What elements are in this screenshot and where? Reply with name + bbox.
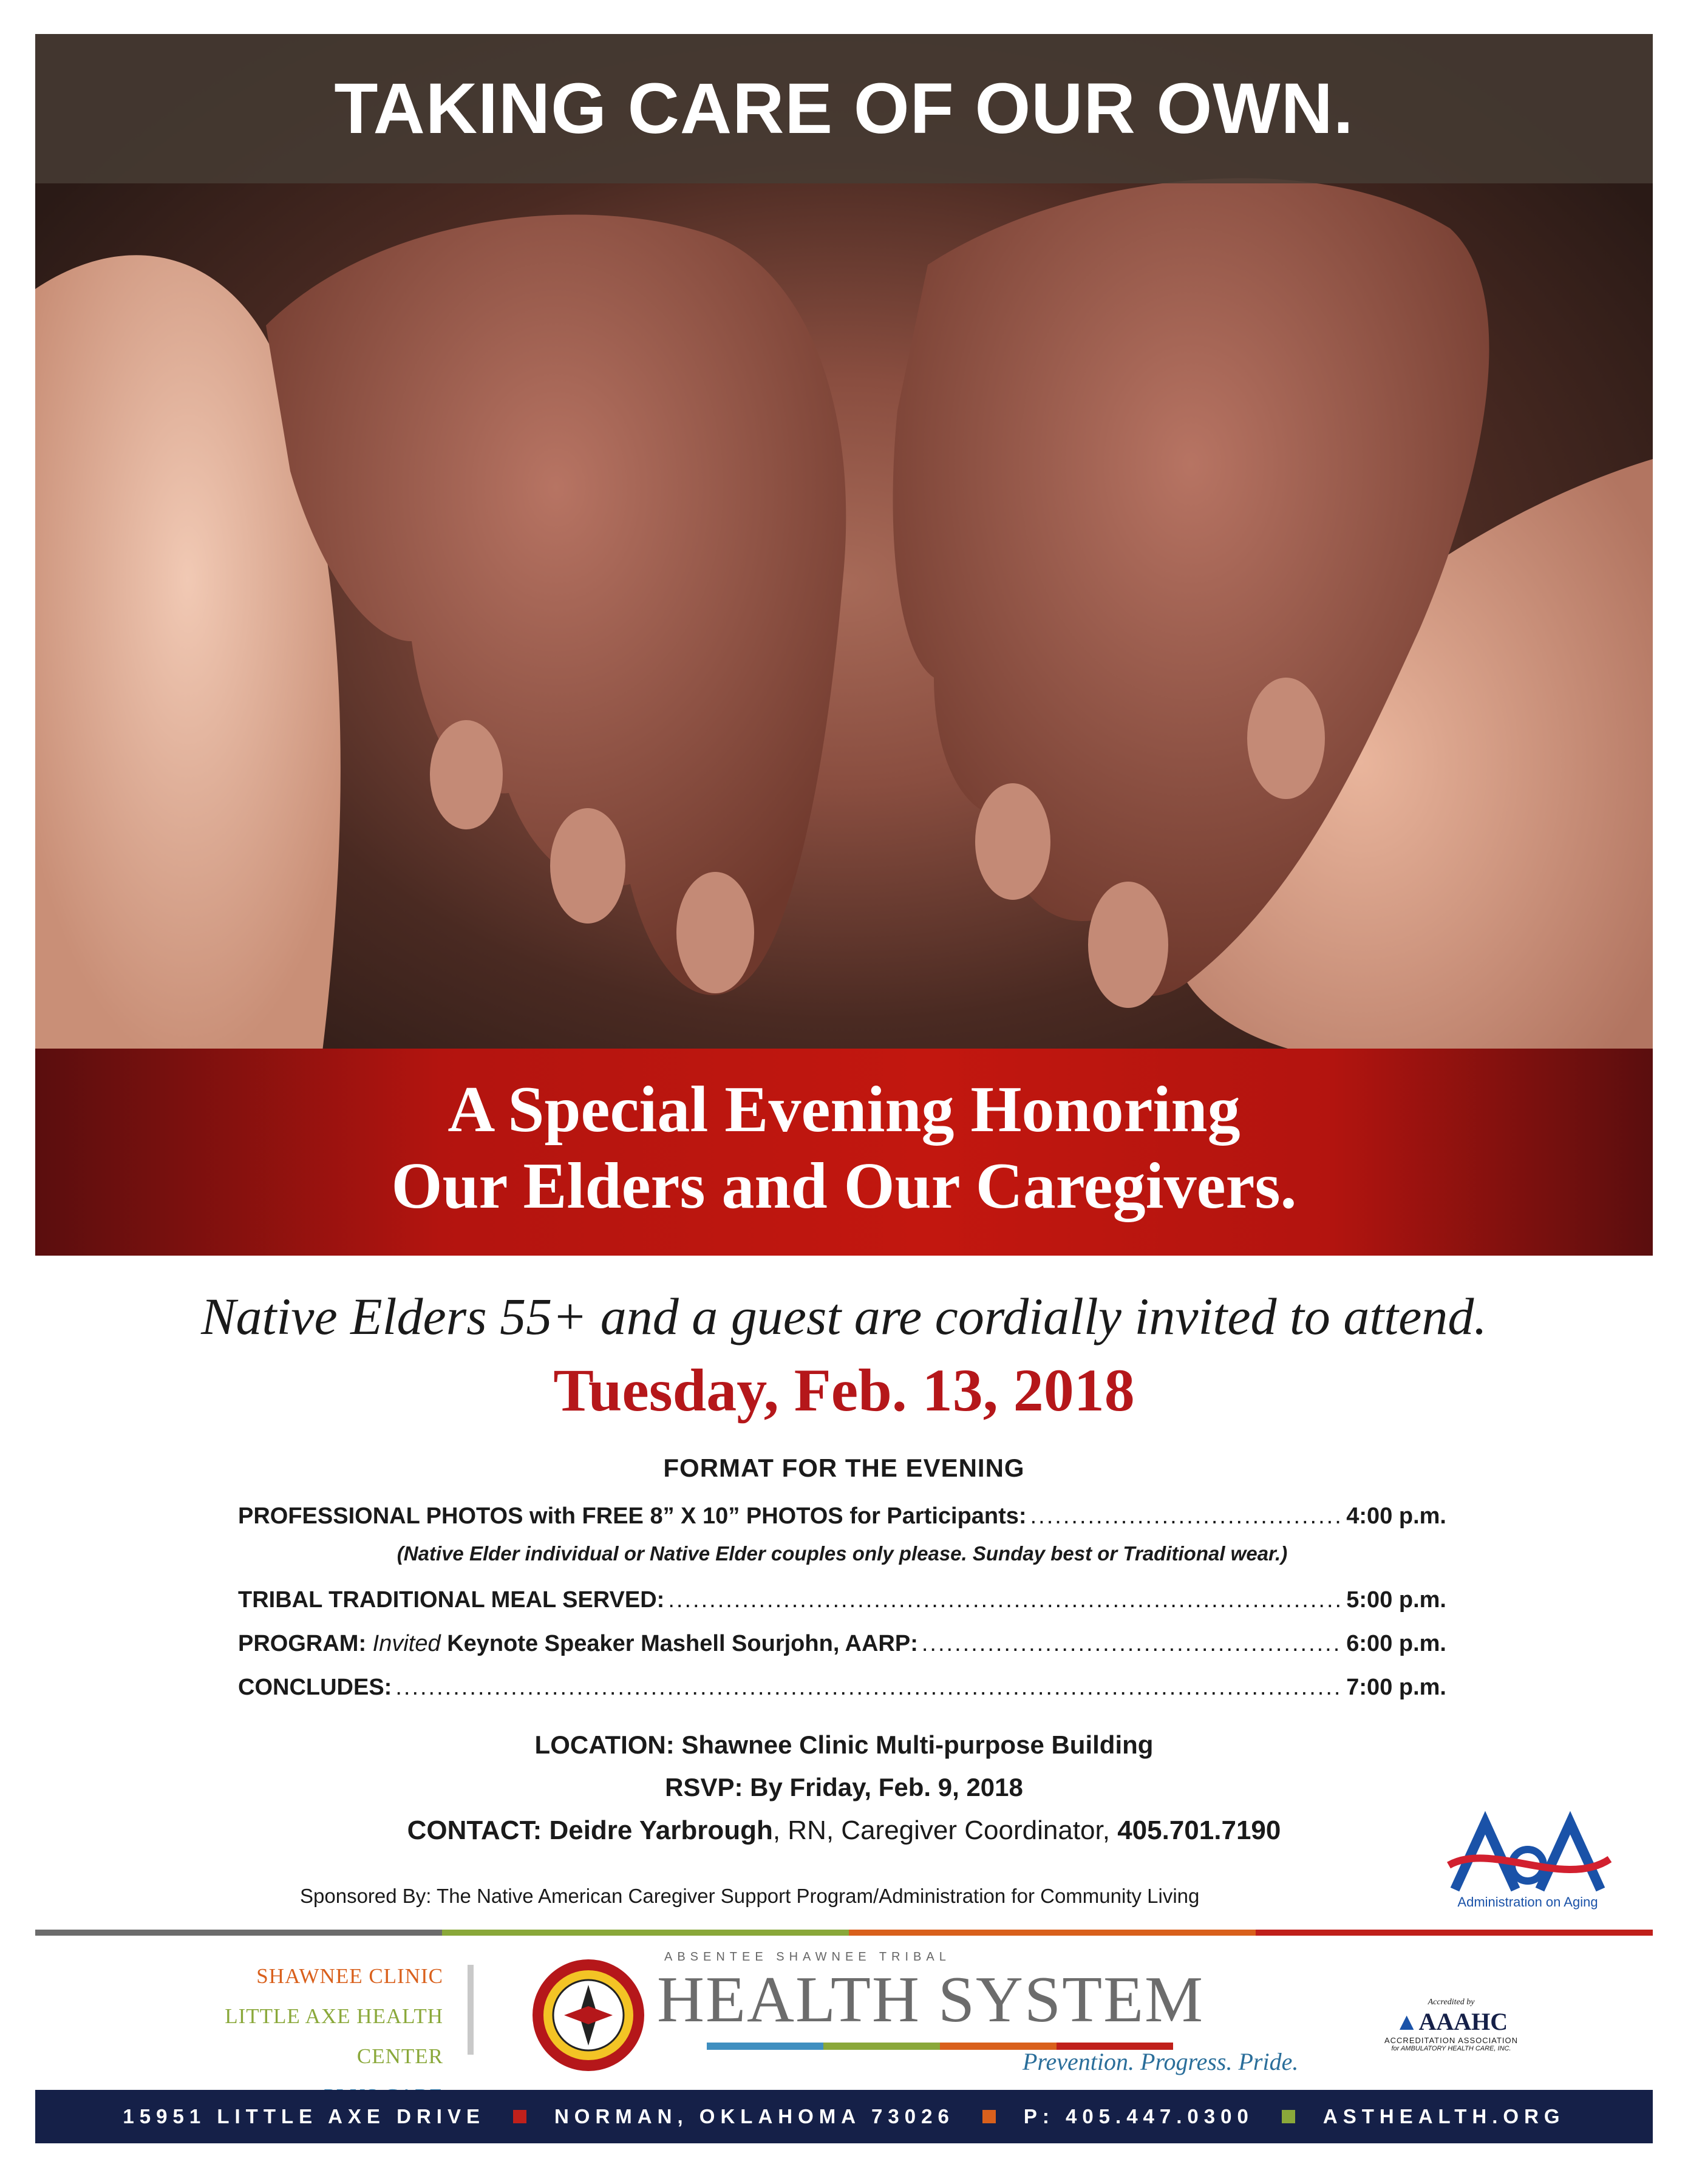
schedule-time: 7:00 p.m. [1346,1675,1446,1700]
hs-tribal-label: ABSENTEE SHAWNEE TRIBAL [664,1950,951,1964]
aaahc-name [1360,2007,1542,2036]
schedule-time: 6:00 p.m. [1346,1631,1446,1656]
location-line [0,1730,1688,1760]
contact-label: CONTACT: [407,1815,542,1845]
footer-bar [35,2090,1653,2143]
hs-bar-green [823,2043,940,2050]
photo-note: (Native Elder individual or Native Elder couples only please. Sunday best or Traditional wear.) [396,1542,1288,1565]
clinic-little-axe: LITTLE AXE HEALTH CENTER [225,2004,443,2068]
headline-line-1: A Special Evening Honoring [448,1073,1240,1146]
sponsor-text: Sponsored By: The Native American Caregiver Support Program/Administration for Community Living [300,1885,1200,1907]
contact-role: , RN, Caregiver Coordinator, [772,1815,1118,1845]
aaahc-name-text: AAAHC [1418,2008,1508,2035]
invitation-text: Native Elders 55+ and a guest are cordially invited to attend. [201,1287,1487,1345]
schedule-item [238,1631,1446,1657]
leader-dots [668,1587,1343,1613]
hs-name: HEALTH SYSTEM [657,1964,1205,2036]
rsvp-line [0,1773,1688,1802]
aaahc-line2: for AMBULATORY HEALTH CARE, INC. [1391,2045,1511,2052]
schedule-item [238,1675,1446,1701]
contact-name: Deidre Yarbrough [549,1815,773,1845]
footer-address: 15951 LITTLE AXE DRIVE [123,2105,485,2128]
leader-dots [395,1675,1343,1701]
aaahc-triangle-icon: ▲ [1394,2008,1419,2035]
contact-phone[interactable]: 405.701.7190 [1117,1815,1281,1845]
format-title: FORMAT FOR THE EVENING [663,1454,1025,1482]
clinic-divider [468,1965,474,2055]
aoa-logo-text: AoA [1527,1877,1528,1878]
schedule-item [238,1503,1446,1529]
banner-title: TAKING CARE OF OUR OWN. [334,69,1354,149]
schedule-time: 4:00 p.m. [1346,1503,1446,1529]
leader-dots [1030,1503,1343,1529]
stripe-gray [35,1930,442,1936]
schedule-item [238,1587,1446,1613]
program-suffix: Keynote Speaker Mashell Sourjohn, AARP: [447,1631,918,1656]
square-red-icon [513,2110,526,2123]
event-date: Tuesday, Feb. 13, 2018 [553,1356,1135,1424]
location-label: LOCATION: [534,1730,675,1759]
tribal-seal-icon [531,1958,646,2073]
leader-dots [922,1631,1343,1657]
footer-phone[interactable]: P: 405.447.0300 [1023,2105,1254,2128]
aaahc-accredited: Accredited by [1428,1998,1475,2007]
clinic-shawnee: SHAWNEE CLINIC [256,1964,443,1988]
schedule-time: 5:00 p.m. [1346,1587,1446,1613]
hs-tagline: Prevention. Progress. Pride. [1023,2048,1299,2075]
stripe-green [442,1930,849,1936]
schedule-label: PROFESSIONAL PHOTOS with FREE 8” X 10” PHOTOS for Participants: [238,1503,1027,1529]
stripe-red [1256,1930,1653,1936]
rsvp-label: RSVP: [665,1773,743,1801]
footer-city: NORMAN, OKLAHOMA 73026 [554,2105,955,2128]
stripe-orange [849,1930,1256,1936]
schedule-label [238,1631,918,1657]
location-value: Shawnee Clinic Multi-purpose Building [681,1730,1154,1759]
footer-website[interactable]: ASTHEALTH.ORG [1322,2105,1565,2128]
program-prefix: PROGRAM: [238,1631,367,1656]
top-banner [35,34,1653,183]
program-invited: Invited [372,1631,441,1656]
schedule-label: CONCLUDES: [238,1675,392,1700]
headline-line-2: Our Elders and Our Caregivers. [391,1150,1297,1222]
schedule-label: TRIBAL TRADITIONAL MEAL SERVED: [238,1587,665,1613]
square-green-icon [1282,2110,1295,2123]
aaahc-logo [1360,1998,1542,2052]
aaahc-line1: ACCREDITATION ASSOCIATION [1384,2036,1519,2045]
rsvp-value: By Friday, Feb. 9, 2018 [750,1773,1023,1801]
headline-banner [35,1049,1653,1256]
hs-bar-blue [707,2043,823,2050]
contact-line [0,1815,1688,1846]
aoa-label: Administration on Aging [1457,1894,1598,1910]
square-orange-icon [982,2110,996,2123]
